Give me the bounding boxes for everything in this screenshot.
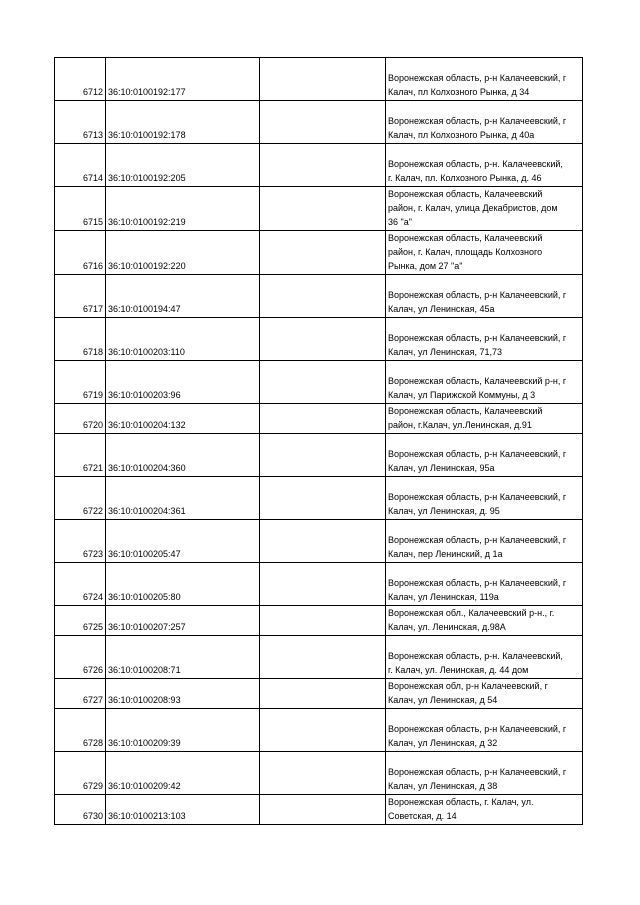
cadastral-number: 36:10:0100207:257 xyxy=(106,606,260,636)
row-number: 6727 xyxy=(55,679,106,709)
cadastral-number: 36:10:0100192:205 xyxy=(106,144,260,187)
cadastral-number: 36:10:0100204:361 xyxy=(106,477,260,520)
cadastral-number: 36:10:0100194:47 xyxy=(106,275,260,318)
address-cell xyxy=(386,709,583,752)
address-text: Воронежская область, р-н. Калачеевский, г. Калач, пл. Колхозного Рынка, д. 46 xyxy=(388,159,563,183)
row-number: 6724 xyxy=(55,563,106,606)
address-cell xyxy=(386,795,583,825)
address-text: Воронежская область, Калачеевский район, г. Калач, улица Декабристов, дом 36 "а" xyxy=(388,189,558,227)
address-text: Воронежская область, Калачеевский район, г.Калач, ул.Ленинская, д.91 xyxy=(388,406,543,430)
table-row xyxy=(55,477,583,520)
cadastral-number: 36:10:0100203:96 xyxy=(106,361,260,404)
row-number: 6713 xyxy=(55,101,106,144)
table-row xyxy=(55,795,583,825)
address-cell xyxy=(386,361,583,404)
row-number: 6730 xyxy=(55,795,106,825)
address-cell xyxy=(386,231,583,275)
address-cell xyxy=(386,752,583,795)
empty-cell xyxy=(260,434,386,477)
table-row xyxy=(55,361,583,404)
address-cell xyxy=(386,606,583,636)
table-row xyxy=(55,58,583,101)
row-number: 6717 xyxy=(55,275,106,318)
empty-cell xyxy=(260,477,386,520)
row-number: 6714 xyxy=(55,144,106,187)
cadastral-number: 36:10:0100208:71 xyxy=(106,636,260,679)
table-row xyxy=(55,318,583,361)
address-cell xyxy=(386,477,583,520)
cadastral-number: 36:10:0100209:42 xyxy=(106,752,260,795)
table-row xyxy=(55,275,583,318)
row-number: 6729 xyxy=(55,752,106,795)
cadastral-number: 36:10:0100192:220 xyxy=(106,231,260,275)
row-number: 6715 xyxy=(55,187,106,231)
empty-cell xyxy=(260,795,386,825)
empty-cell xyxy=(260,636,386,679)
table-row xyxy=(55,679,583,709)
empty-cell xyxy=(260,606,386,636)
empty-cell xyxy=(260,679,386,709)
empty-cell xyxy=(260,318,386,361)
table-row xyxy=(55,752,583,795)
cadastral-number: 36:10:0100192:219 xyxy=(106,187,260,231)
row-number: 6720 xyxy=(55,404,106,434)
address-text: Воронежская обл, р-н Калачеевский, г Калач, ул Ленинская, д 54 xyxy=(388,681,548,705)
row-number: 6725 xyxy=(55,606,106,636)
address-text: Воронежская область, Калачеевский район, г. Калач, площадь Колхозного Рынка, дом 27 "а" xyxy=(388,233,543,271)
table-row xyxy=(55,101,583,144)
row-number: 6721 xyxy=(55,434,106,477)
table-row xyxy=(55,187,583,231)
row-number: 6712 xyxy=(55,58,106,101)
address-text: Воронежская обл., Калачеевский р-н., г. Калач, ул. Ленинская, д.98А xyxy=(388,608,555,632)
address-cell xyxy=(386,101,583,144)
table-row xyxy=(55,231,583,275)
empty-cell xyxy=(260,101,386,144)
address-text: Воронежская область, р-н Калачеевский, г Калач, пл Колхозного Рынка, д 34 xyxy=(388,73,567,97)
cadastral-number: 36:10:0100204:132 xyxy=(106,404,260,434)
table-row xyxy=(55,709,583,752)
row-number: 6716 xyxy=(55,231,106,275)
cadastral-number: 36:10:0100192:177 xyxy=(106,58,260,101)
address-text: Воронежская область, р-н Калачеевский, г Калач, ул Ленинская, 95а xyxy=(388,449,567,473)
empty-cell xyxy=(260,275,386,318)
empty-cell xyxy=(260,231,386,275)
address-cell xyxy=(386,679,583,709)
empty-cell xyxy=(260,58,386,101)
empty-cell xyxy=(260,709,386,752)
address-text: Воронежская область, р-н. Калачеевский, г. Калач, ул. Ленинская, д. 44 дом xyxy=(388,651,563,675)
address-cell xyxy=(386,563,583,606)
address-text: Воронежская область, р-н Калачеевский, г Калач, ул Ленинская, д 32 xyxy=(388,724,567,748)
table-row xyxy=(55,636,583,679)
address-text: Воронежская область, р-н Калачеевский, г Калач, пл Колхозного Рынка, д 40а xyxy=(388,116,567,140)
address-text: Воронежская область, р-н Калачеевский, г Калач, ул Ленинская, 71,73 xyxy=(388,333,567,357)
address-cell xyxy=(386,636,583,679)
table-row xyxy=(55,606,583,636)
table-row xyxy=(55,144,583,187)
address-cell xyxy=(386,434,583,477)
address-cell xyxy=(386,58,583,101)
cadastral-number: 36:10:0100204:360 xyxy=(106,434,260,477)
registry-table xyxy=(54,57,583,825)
empty-cell xyxy=(260,361,386,404)
table-row xyxy=(55,563,583,606)
row-number: 6723 xyxy=(55,520,106,563)
address-cell xyxy=(386,318,583,361)
address-text: Воронежская область, р-н Калачеевский, г Калач, ул Ленинская, 45а xyxy=(388,290,567,314)
cadastral-number: 36:10:0100208:93 xyxy=(106,679,260,709)
empty-cell xyxy=(260,520,386,563)
table-row xyxy=(55,404,583,434)
address-text: Воронежская область, р-н Калачеевский, г Калач, ул Ленинская, д 38 xyxy=(388,767,567,791)
address-text: Воронежская область, Калачеевский р-н, г Калач, ул Парижской Коммуны, д 3 xyxy=(388,376,567,400)
cadastral-number: 36:10:0100192:178 xyxy=(106,101,260,144)
cadastral-number: 36:10:0100213:103 xyxy=(106,795,260,825)
address-cell xyxy=(386,275,583,318)
address-cell xyxy=(386,144,583,187)
empty-cell xyxy=(260,144,386,187)
cadastral-number: 36:10:0100203:110 xyxy=(106,318,260,361)
row-number: 6718 xyxy=(55,318,106,361)
empty-cell xyxy=(260,404,386,434)
row-number: 6726 xyxy=(55,636,106,679)
address-text: Воронежская область, г. Калач, ул. Советская, д. 14 xyxy=(388,797,534,821)
table-row xyxy=(55,434,583,477)
address-text: Воронежская область, р-н Калачеевский, г Калач, ул Ленинская, 119а xyxy=(388,578,567,602)
address-text: Воронежская область, р-н Калачеевский, г Калач, ул Ленинская, д. 95 xyxy=(388,492,567,516)
address-cell xyxy=(386,520,583,563)
cadastral-number: 36:10:0100205:47 xyxy=(106,520,260,563)
empty-cell xyxy=(260,187,386,231)
address-text: Воронежская область, р-н Калачеевский, г Калач, пер Ленинский, д 1а xyxy=(388,535,567,559)
empty-cell xyxy=(260,563,386,606)
row-number: 6719 xyxy=(55,361,106,404)
address-cell xyxy=(386,404,583,434)
table-row xyxy=(55,520,583,563)
address-cell xyxy=(386,187,583,231)
row-number: 6728 xyxy=(55,709,106,752)
cadastral-number: 36:10:0100209:39 xyxy=(106,709,260,752)
empty-cell xyxy=(260,752,386,795)
row-number: 6722 xyxy=(55,477,106,520)
document-page xyxy=(54,57,582,825)
cadastral-number: 36:10:0100205:80 xyxy=(106,563,260,606)
